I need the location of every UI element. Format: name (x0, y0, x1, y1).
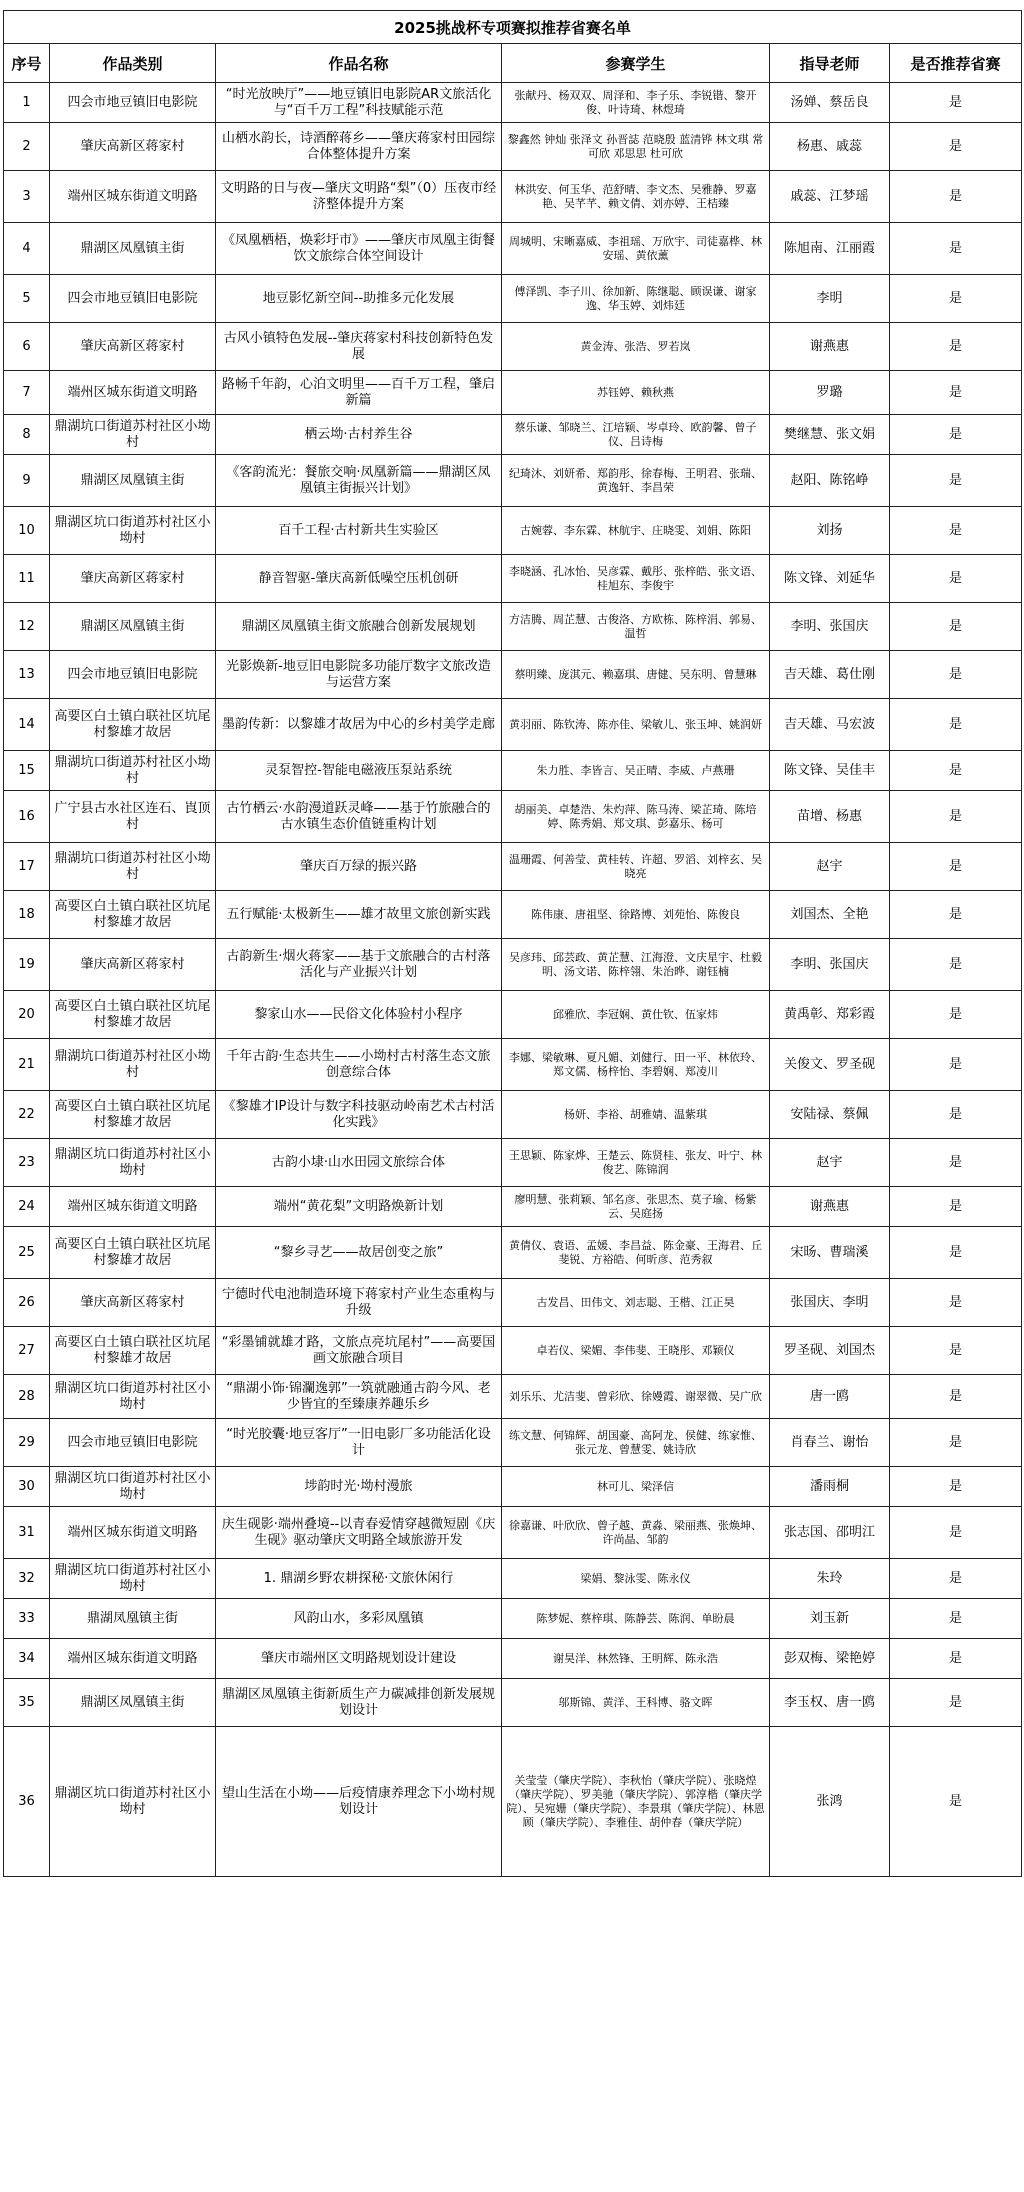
row-category: 鼎湖坑口街道苏村社区小坳村 (50, 415, 216, 455)
header-students: 参赛学生 (502, 44, 770, 83)
row-recommend: 是 (890, 1419, 1022, 1467)
row-recommend: 是 (890, 275, 1022, 323)
row-teacher: 陈旭南、江丽霞 (770, 223, 890, 275)
row-work-name: 静音智驱-肇庆高新低噪空压机创研 (216, 555, 502, 603)
row-teacher: 赵宇 (770, 843, 890, 891)
header-work-name: 作品名称 (216, 44, 502, 83)
row-teacher: 戚蕊、江梦瑶 (770, 171, 890, 223)
table-row (4, 455, 1022, 507)
row-teacher: 苗增、杨惠 (770, 791, 890, 843)
table-row (4, 223, 1022, 275)
row-index: 5 (4, 275, 50, 323)
row-teacher: 唐一鸥 (770, 1375, 890, 1419)
row-students: 梁娟、黎泳雯、陈永仪 (502, 1559, 770, 1599)
row-teacher: 罗璐 (770, 371, 890, 415)
row-index: 8 (4, 415, 50, 455)
row-index: 30 (4, 1467, 50, 1507)
row-index: 4 (4, 223, 50, 275)
row-teacher: 朱玲 (770, 1559, 890, 1599)
row-students: 蔡乐谦、邹晓兰、江培颖、岑卓玲、欧韵馨、曾子仪、吕诗梅 (502, 415, 770, 455)
row-teacher: 谢燕惠 (770, 1187, 890, 1227)
row-students: 林洪安、何玉华、范舒晴、李文杰、吴雅静、罗嘉艳、吴芊芊、赖文倩、刘亦婷、王桔臻 (502, 171, 770, 223)
row-students: 古发昌、田伟文、刘志聪、王楷、江正昊 (502, 1279, 770, 1327)
table-row (4, 603, 1022, 651)
row-work-name: “彩墨铺就雄才路，文旅点亮坑尾村”——高要国画文旅融合项目 (216, 1327, 502, 1375)
row-category: 四会市地豆镇旧电影院 (50, 651, 216, 699)
row-recommend: 是 (890, 1467, 1022, 1507)
row-teacher: 刘玉新 (770, 1599, 890, 1639)
row-students: 胡丽美、卓楚浩、朱灼萍、陈马涛、梁芷琦、陈培婷、陈秀娟、郑文琪、彭嘉乐、杨可 (502, 791, 770, 843)
row-teacher: 罗圣砚、刘国杰 (770, 1327, 890, 1375)
row-work-name: 端州“黄花梨”文明路焕新计划 (216, 1187, 502, 1227)
table-row (4, 1279, 1022, 1327)
recommendation-table (3, 10, 1022, 1877)
row-index: 6 (4, 323, 50, 371)
row-category: 鼎湖坑口街道苏村社区小坳村 (50, 843, 216, 891)
row-index: 28 (4, 1375, 50, 1419)
table-row (4, 1327, 1022, 1375)
row-index: 7 (4, 371, 50, 415)
row-category: 鼎湖区凤凰镇主街 (50, 1679, 216, 1727)
row-index: 14 (4, 699, 50, 751)
table-row (4, 891, 1022, 939)
row-category: 鼎湖区凤凰镇主街 (50, 603, 216, 651)
row-category: 端州区城东街道文明路 (50, 1187, 216, 1227)
row-recommend: 是 (890, 651, 1022, 699)
row-recommend: 是 (890, 1679, 1022, 1727)
row-recommend: 是 (890, 991, 1022, 1039)
row-category: 鼎湖区坑口街道苏村社区小坳村 (50, 1375, 216, 1419)
row-work-name: 肇庆百万绿的振兴路 (216, 843, 502, 891)
row-index: 15 (4, 751, 50, 791)
row-recommend: 是 (890, 323, 1022, 371)
row-index: 21 (4, 1039, 50, 1091)
row-index: 11 (4, 555, 50, 603)
row-category: 广宁县古水社区连石、崀顶村 (50, 791, 216, 843)
row-index: 19 (4, 939, 50, 991)
row-teacher: 张志国、邵明江 (770, 1507, 890, 1559)
row-teacher: 潘雨桐 (770, 1467, 890, 1507)
table-row (4, 1187, 1022, 1227)
row-teacher: 肖春兰、谢怡 (770, 1419, 890, 1467)
table-row (4, 651, 1022, 699)
table-row (4, 1559, 1022, 1599)
row-recommend: 是 (890, 171, 1022, 223)
row-students: 陈梦妮、蔡梓琪、陈静芸、陈润、单盼晨 (502, 1599, 770, 1639)
row-work-name: 山栖水韵长，诗酒醉蒋乡——肇庆蒋家村田园综合体整体提升方案 (216, 123, 502, 171)
row-teacher: 吉天雄、葛仕刚 (770, 651, 890, 699)
row-category: 端州区城东街道文明路 (50, 1507, 216, 1559)
table-row (4, 171, 1022, 223)
table-row (4, 843, 1022, 891)
row-index: 24 (4, 1187, 50, 1227)
row-teacher: 黄禹彰、郑彩霞 (770, 991, 890, 1039)
row-teacher: 刘国杰、全艳 (770, 891, 890, 939)
row-index: 20 (4, 991, 50, 1039)
row-work-name: 百千工程·古村新共生实验区 (216, 507, 502, 555)
table-row (4, 123, 1022, 171)
row-category: 鼎湖区坑口街道苏村社区小坳村 (50, 1727, 216, 1877)
row-teacher: 李明、张国庆 (770, 603, 890, 651)
row-index: 36 (4, 1727, 50, 1877)
row-recommend: 是 (890, 699, 1022, 751)
row-work-name: 鼎湖区凤凰镇主街文旅融合创新发展规划 (216, 603, 502, 651)
table-row (4, 275, 1022, 323)
row-index: 31 (4, 1507, 50, 1559)
row-teacher: 赵宇 (770, 1139, 890, 1187)
row-recommend: 是 (890, 1639, 1022, 1679)
row-category: 四会市地豆镇旧电影院 (50, 83, 216, 123)
table-row (4, 555, 1022, 603)
row-index: 18 (4, 891, 50, 939)
row-recommend: 是 (890, 123, 1022, 171)
row-students: 傅泽凯、李子川、徐加新、陈继聪、顾误谦、谢家逸、华玉婷、刘炜廷 (502, 275, 770, 323)
row-recommend: 是 (890, 223, 1022, 275)
title-row (4, 11, 1022, 44)
row-category: 肇庆高新区蒋家村 (50, 1279, 216, 1327)
row-students: 黄倩仪、袁语、孟媛、李昌益、陈金豪、王海君、丘斐锐、方裕皓、何昕彦、范秀叙 (502, 1227, 770, 1279)
header-index: 序号 (4, 44, 50, 83)
row-category: 鼎湖坑口街道苏村社区小坳村 (50, 751, 216, 791)
row-index: 33 (4, 1599, 50, 1639)
row-students: 方洁腾、周芷慧、古俊洛、方欧栋、陈梓涓、郭易、温哲 (502, 603, 770, 651)
row-students: 王思颖、陈家烨、王楚云、陈贤桂、张友、叶宁、林俊艺、陈锦润 (502, 1139, 770, 1187)
row-index: 29 (4, 1419, 50, 1467)
row-work-name: 文明路的日与夜—肇庆文明路“梨”（0）压夜市经济整体提升方案 (216, 171, 502, 223)
row-work-name: 古韵新生·烟火蒋家——基于文旅融合的古村落活化与产业振兴计划 (216, 939, 502, 991)
row-category: 四会市地豆镇旧电影院 (50, 275, 216, 323)
row-recommend: 是 (890, 1507, 1022, 1559)
row-work-name: 望山生活在小坳——后疫情康养理念下小坳村规划设计 (216, 1727, 502, 1877)
row-index: 1 (4, 83, 50, 123)
row-teacher: 陈文锋、刘延华 (770, 555, 890, 603)
row-teacher: 汤婵、蔡岳良 (770, 83, 890, 123)
row-work-name: 灵泵智控-智能电磁液压泵站系统 (216, 751, 502, 791)
row-students: 邬斯锦、黄洋、王科博、骆文晖 (502, 1679, 770, 1727)
row-work-name: 宁德时代电池制造环境下蒋家村产业生态重构与升级 (216, 1279, 502, 1327)
header-teacher: 指导老师 (770, 44, 890, 83)
table-row (4, 699, 1022, 751)
table-row (4, 1727, 1022, 1877)
row-students: 纪琦沐、刘妍希、郑韵彤、徐春梅、王明君、张瑞、黄逸轩、李昌荣 (502, 455, 770, 507)
table-row (4, 1679, 1022, 1727)
row-teacher: 刘扬 (770, 507, 890, 555)
row-students: 练文慧、何锦辉、胡国豪、高阿龙、侯健、练家惟、张元龙、曾慧雯、姚诗欣 (502, 1419, 770, 1467)
row-students: 黎鑫然 钟灿 张泽文 孙晋誌 范晓殷 蓝清铧 林文琪 常可欣 邓思思 杜可欣 (502, 123, 770, 171)
row-work-name: 肇庆市端州区文明路规划设计建设 (216, 1639, 502, 1679)
row-recommend: 是 (890, 1279, 1022, 1327)
row-work-name: 古竹栖云·水韵漫道跃灵峰——基于竹旅融合的古水镇生态价值链重构计划 (216, 791, 502, 843)
row-category: 鼎湖区凤凰镇主街 (50, 223, 216, 275)
row-recommend: 是 (890, 1039, 1022, 1091)
row-category: 鼎湖坑口街道苏村社区小坳村 (50, 1039, 216, 1091)
row-students: 朱力胜、李皆言、吴正晴、李威、卢燕珊 (502, 751, 770, 791)
table-row (4, 1507, 1022, 1559)
row-work-name: 1. 鼎湖乡野农耕探秘·文旅休闲行 (216, 1559, 502, 1599)
row-teacher: 安陆禄、蔡佩 (770, 1091, 890, 1139)
table-row (4, 507, 1022, 555)
row-recommend: 是 (890, 1227, 1022, 1279)
row-recommend: 是 (890, 751, 1022, 791)
table-row (4, 371, 1022, 415)
row-recommend: 是 (890, 891, 1022, 939)
row-category: 高要区白土镇白联社区坑尾村黎雄才故居 (50, 1091, 216, 1139)
row-students: 林可儿、梁泽信 (502, 1467, 770, 1507)
table-row (4, 1639, 1022, 1679)
row-category: 鼎湖凤凰镇主街 (50, 1599, 216, 1639)
row-index: 17 (4, 843, 50, 891)
row-index: 27 (4, 1327, 50, 1375)
row-work-name: 千年古韵·生态共生——小坳村古村落生态文旅创意综合体 (216, 1039, 502, 1091)
row-work-name: 古风小镇特色发展--肇庆蒋家村科技创新特色发展 (216, 323, 502, 371)
table-row (4, 1419, 1022, 1467)
row-category: 肇庆高新区蒋家村 (50, 555, 216, 603)
row-teacher: 杨惠、戚蕊 (770, 123, 890, 171)
row-recommend: 是 (890, 843, 1022, 891)
row-students: 刘乐乐、尤洁斐、曾彩欣、徐嫚霞、谢翠微、吴广欣 (502, 1375, 770, 1419)
table-row (4, 1467, 1022, 1507)
table-row (4, 83, 1022, 123)
row-students: 李娜、梁敏琳、夏凡媚、刘健行、田一平、林依玲、郑文儒、杨梓怡、李碧娴、郑凌川 (502, 1039, 770, 1091)
row-work-name: 《凤凰栖梧，焕彩圩市》——肇庆市凤凰主街餐饮文旅综合体空间设计 (216, 223, 502, 275)
row-recommend: 是 (890, 83, 1022, 123)
row-work-name: 五行赋能·太极新生——雄才故里文旅创新实践 (216, 891, 502, 939)
row-index: 22 (4, 1091, 50, 1139)
row-work-name: 地豆影忆新空间--助推多元化发展 (216, 275, 502, 323)
row-work-name: 光影焕新-地豆旧电影院多功能厅数字文旅改造与运营方案 (216, 651, 502, 699)
row-teacher: 吉天雄、马宏波 (770, 699, 890, 751)
document-title: 2025挑战杯专项赛拟推荐省赛名单 (4, 11, 1022, 44)
row-teacher: 谢燕惠 (770, 323, 890, 371)
table-body (4, 83, 1022, 1877)
row-students: 谢昊洋、林然锋、王明辉、陈永浩 (502, 1639, 770, 1679)
table-row (4, 1091, 1022, 1139)
row-students: 廖明慧、张莉颖、邹名彦、张思杰、莫子瑜、杨紫云、吴庭扬 (502, 1187, 770, 1227)
row-category: 高要区白土镇白联社区坑尾村黎雄才故居 (50, 891, 216, 939)
row-recommend: 是 (890, 1139, 1022, 1187)
row-work-name: 庆生砚影·端州叠境--以青春爱情穿越微短剧《庆生砚》驱动肇庆文明路全域旅游开发 (216, 1507, 502, 1559)
row-category: 高要区白土镇白联社区坑尾村黎雄才故居 (50, 991, 216, 1039)
row-index: 26 (4, 1279, 50, 1327)
table-row (4, 1139, 1022, 1187)
row-students: 卓若仪、梁媚、李伟斐、王晓彤、邓颖仪 (502, 1327, 770, 1375)
row-index: 16 (4, 791, 50, 843)
row-work-name: “鼎湖小饰·锦瀾逸郭”一筑就融通古韵今风、老少皆宜的至臻康养趣乐乡 (216, 1375, 502, 1419)
row-students: 苏钰婷、赖秋燕 (502, 371, 770, 415)
row-work-name: 黎家山水——民俗文化体验村小程序 (216, 991, 502, 1039)
row-work-name: “黎乡寻艺——故居创变之旅” (216, 1227, 502, 1279)
header-recommend: 是否推荐省赛 (890, 44, 1022, 83)
row-recommend: 是 (890, 455, 1022, 507)
row-recommend: 是 (890, 1375, 1022, 1419)
row-students: 徐嘉谦、叶欣欣、曾子越、黄淼、梁丽燕、张焕坤、许尚晶、邹韵 (502, 1507, 770, 1559)
table-row (4, 415, 1022, 455)
table-row (4, 991, 1022, 1039)
table-row (4, 791, 1022, 843)
row-index: 32 (4, 1559, 50, 1599)
row-index: 9 (4, 455, 50, 507)
row-recommend: 是 (890, 1327, 1022, 1375)
row-teacher: 樊继慧、张文娟 (770, 415, 890, 455)
row-category: 鼎湖区坑口街道苏村社区小坳村 (50, 1139, 216, 1187)
row-category: 肇庆高新区蒋家村 (50, 123, 216, 171)
row-students: 黄羽丽、陈钦涛、陈亦佳、梁敏儿、张玉坤、姚润妍 (502, 699, 770, 751)
row-students: 温珊霞、何善莹、黄桂转、许超、罗滔、刘梓玄、吴晓亮 (502, 843, 770, 891)
header-category: 作品类别 (50, 44, 216, 83)
row-recommend: 是 (890, 939, 1022, 991)
row-index: 34 (4, 1639, 50, 1679)
row-students: 杨妍、李裕、胡雅婧、温紫琪 (502, 1091, 770, 1139)
row-category: 肇庆高新区蒋家村 (50, 323, 216, 371)
row-index: 12 (4, 603, 50, 651)
row-index: 10 (4, 507, 50, 555)
row-category: 鼎湖区坑口街道苏村社区小坳村 (50, 507, 216, 555)
row-recommend: 是 (890, 507, 1022, 555)
row-work-name: 墨韵传新：以黎雄才故居为中心的乡村美学走廊 (216, 699, 502, 751)
table-row (4, 1227, 1022, 1279)
row-work-name: 埗韵时光·坳村漫旅 (216, 1467, 502, 1507)
row-students: 邱雅欣、李冠娴、黄仕钦、伍家炜 (502, 991, 770, 1039)
table-row (4, 1599, 1022, 1639)
row-recommend: 是 (890, 1091, 1022, 1139)
row-students: 关莹莹（肇庆学院）、李秋怡（肇庆学院）、张晓煌（肇庆学院）、罗美驰（肇庆学院）、郭淳楷（肇庆学院）、吴宛姗（肇庆学院）、李景琪（肇庆学院）、林恩顾（肇庆学院）、李雅佳、胡仲春（肇庆学院） (502, 1727, 770, 1877)
row-category: 端州区城东街道文明路 (50, 371, 216, 415)
table-row (4, 1039, 1022, 1091)
row-recommend: 是 (890, 1599, 1022, 1639)
row-recommend: 是 (890, 791, 1022, 843)
table-row (4, 939, 1022, 991)
row-work-name: 《客韵流光：餐旅交响·凤凰新篇——鼎湖区凤凰镇主街振兴计划》 (216, 455, 502, 507)
row-index: 2 (4, 123, 50, 171)
row-recommend: 是 (890, 1187, 1022, 1227)
table-row (4, 751, 1022, 791)
row-index: 25 (4, 1227, 50, 1279)
row-students: 张献丹、杨双双、周泽和、李子乐、李锐锴、黎开俊、叶诗琦、林煜琦 (502, 83, 770, 123)
row-index: 13 (4, 651, 50, 699)
row-work-name: 风韵山水，多彩凤凰镇 (216, 1599, 502, 1639)
row-category: 鼎湖区坑口街道苏村社区小坳村 (50, 1559, 216, 1599)
row-work-name: 路畅千年韵，心泊文明里——百千万工程，肇启新篇 (216, 371, 502, 415)
row-category: 鼎湖区坑口街道苏村社区小坳村 (50, 1467, 216, 1507)
row-students: 蔡明臻、庞淇元、赖嘉琪、唐健、吴东明、曾慧琳 (502, 651, 770, 699)
row-category: 鼎湖区凤凰镇主街 (50, 455, 216, 507)
row-work-name: 古韵小埭·山水田园文旅综合体 (216, 1139, 502, 1187)
row-category: 端州区城东街道文明路 (50, 1639, 216, 1679)
row-recommend: 是 (890, 555, 1022, 603)
row-category: 肇庆高新区蒋家村 (50, 939, 216, 991)
row-recommend: 是 (890, 603, 1022, 651)
row-category: 高要区白土镇白联社区坑尾村黎雄才故居 (50, 1327, 216, 1375)
row-teacher: 关俊文、罗圣砚 (770, 1039, 890, 1091)
row-teacher: 彭双梅、梁艳婷 (770, 1639, 890, 1679)
row-students: 周城明、宋晰嘉威、李祖瑶、万欣宇、司徒嘉桦、林安瑶、黄依薰 (502, 223, 770, 275)
row-category: 端州区城东街道文明路 (50, 171, 216, 223)
row-recommend: 是 (890, 415, 1022, 455)
row-recommend: 是 (890, 371, 1022, 415)
row-recommend: 是 (890, 1727, 1022, 1877)
table-row (4, 323, 1022, 371)
row-teacher: 张国庆、李明 (770, 1279, 890, 1327)
row-category: 高要区白土镇白联社区坑尾村黎雄才故居 (50, 1227, 216, 1279)
header-row (4, 44, 1022, 83)
row-work-name: 栖云坳·古村养生谷 (216, 415, 502, 455)
row-teacher: 宋旸、曹瑞溪 (770, 1227, 890, 1279)
row-category: 四会市地豆镇旧电影院 (50, 1419, 216, 1467)
row-category: 高要区白土镇白联社区坑尾村黎雄才故居 (50, 699, 216, 751)
row-index: 35 (4, 1679, 50, 1727)
row-work-name: “时光放映厅”——地豆镇旧电影院AR文旅活化与“百千万工程”科技赋能示范 (216, 83, 502, 123)
row-teacher: 李明、张国庆 (770, 939, 890, 991)
row-teacher: 张鸿 (770, 1727, 890, 1877)
row-work-name: 《黎雄才IP设计与数字科技驱动岭南艺术古村活化实践》 (216, 1091, 502, 1139)
row-index: 3 (4, 171, 50, 223)
row-students: 陈伟康、唐祖坚、徐路博、刘苑怡、陈俊良 (502, 891, 770, 939)
row-teacher: 陈文锋、吴佳丰 (770, 751, 890, 791)
row-students: 古婉蓉、李东霖、林航宇、庄晓雯、刘娟、陈阳 (502, 507, 770, 555)
row-work-name: 鼎湖区凤凰镇主街新质生产力碳减排创新发展规划设计 (216, 1679, 502, 1727)
row-work-name: “时光胶囊·地豆客厅”一旧电影厂多功能活化设计 (216, 1419, 502, 1467)
row-index: 23 (4, 1139, 50, 1187)
row-teacher: 赵阳、陈铭峥 (770, 455, 890, 507)
row-students: 黄金涛、张浩、罗若岚 (502, 323, 770, 371)
row-teacher: 李玉权、唐一鸥 (770, 1679, 890, 1727)
row-students: 吴彦玮、邱芸政、黄芷慧、江海澄、文庆星宇、杜毅明、汤文诺、陈梓翎、朱治晔、谢钰楠 (502, 939, 770, 991)
table-row (4, 1375, 1022, 1419)
row-teacher: 李明 (770, 275, 890, 323)
row-recommend: 是 (890, 1559, 1022, 1599)
row-students: 李晓涵、孔冰怡、吴彦霖、戴彤、张梓皓、张文语、桂旭东、李俊宇 (502, 555, 770, 603)
